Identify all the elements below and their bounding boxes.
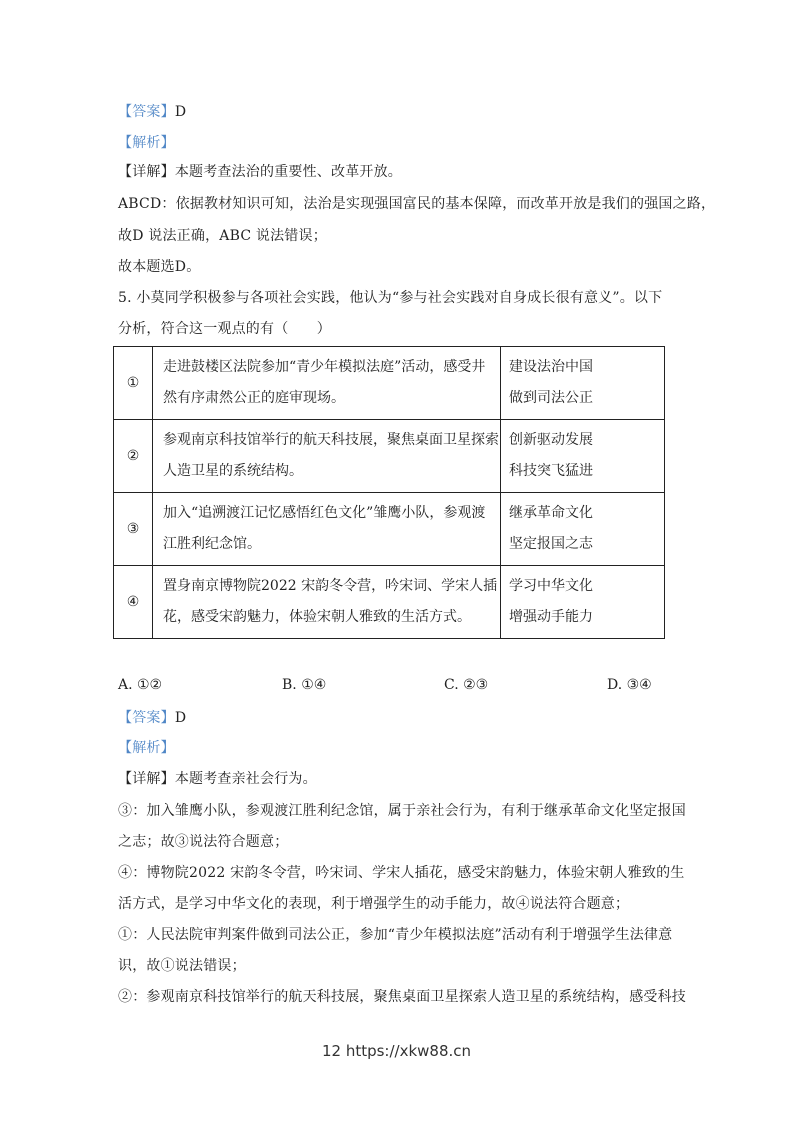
detail-label: 【详解】 bbox=[118, 164, 175, 180]
q5-line: ③：加入雏鹰小队，参观渡江胜利纪念馆，属于亲社会行为，有利于继承革命文化坚定报国 bbox=[118, 803, 686, 819]
q5-answer bbox=[118, 708, 186, 728]
tag-line: 继承革命文化 bbox=[509, 505, 593, 521]
q5-stem: 分析，符合这一观点的有（ ） bbox=[118, 321, 331, 337]
row-number: ③ bbox=[114, 493, 153, 566]
table-row bbox=[114, 347, 665, 420]
table-row bbox=[114, 493, 665, 566]
row-tag bbox=[501, 420, 665, 493]
row-number: ② bbox=[114, 420, 153, 493]
option-b: B. ①④ bbox=[282, 677, 327, 693]
q4-line: ABCD：依据教材知识可知，法治是实现强国富民的基本保障，而改革开放是我们的强国之路， bbox=[118, 196, 716, 212]
row-number: ④ bbox=[114, 566, 153, 639]
desc-line: 然有序肃然公正的庭审现场。 bbox=[163, 390, 345, 406]
answer-value: D bbox=[174, 104, 187, 120]
row-description bbox=[153, 566, 501, 639]
q4-line: 故D 说法正确，ABC 说法错误； bbox=[118, 228, 327, 244]
q4-analysis-label: 【解析】 bbox=[118, 135, 175, 151]
option-c: C. ②③ bbox=[444, 677, 489, 693]
q4-line: 故本题选D。 bbox=[118, 259, 201, 275]
answer-label: 【答案】 bbox=[118, 104, 175, 120]
tag-line: 做到司法公正 bbox=[509, 390, 593, 406]
answer-value: D bbox=[174, 710, 187, 726]
q4-answer bbox=[118, 102, 186, 122]
q5-line: 识，故①说法错误； bbox=[118, 958, 246, 974]
table-row bbox=[114, 420, 665, 493]
tag-line: 科技突飞猛进 bbox=[509, 463, 593, 479]
q5-line: 之志；故③说法符合题意； bbox=[118, 834, 289, 850]
desc-line: 人造卫星的系统结构。 bbox=[163, 463, 303, 479]
page-footer: 12 https://xkw88.cn bbox=[321, 1042, 472, 1060]
desc-line: 参观南京科技馆举行的航天科技展，聚焦桌面卫星探索 bbox=[163, 432, 499, 448]
row-description bbox=[153, 420, 501, 493]
tag-line: 学习中华文化 bbox=[509, 578, 593, 594]
detail-label: 【详解】 bbox=[118, 771, 175, 787]
q5-table bbox=[113, 346, 665, 639]
desc-line: 江胜利纪念馆。 bbox=[163, 536, 261, 552]
q5-line: ④：博物院2022 宋韵冬令营，吟宋词、学宋人插花，感受宋韵魅力，体验宋朝人雅致的生 bbox=[118, 865, 685, 881]
option-a: A. ①② bbox=[118, 677, 163, 693]
tag-line: 建设法治中国 bbox=[509, 359, 593, 375]
row-tag bbox=[501, 566, 665, 639]
desc-line: 走进鼓楼区法院参加“青少年模拟法庭”活动，感受井 bbox=[163, 359, 486, 375]
q5-line: 活方式，是学习中华文化的表现，利于增强学生的动手能力，故④说法符合题意； bbox=[118, 896, 630, 912]
q5-line: ②：参观南京科技馆举行的航天科技展，聚焦桌面卫星探索人造卫星的系统结构，感受科技 bbox=[118, 989, 686, 1005]
row-number: ① bbox=[114, 347, 153, 420]
tag-line: 增强动手能力 bbox=[509, 609, 593, 625]
desc-line: 置身南京博物院2022 宋韵冬令营，吟宋词、学宋人插 bbox=[163, 578, 498, 594]
desc-line: 花，感受宋韵魅力，体验宋朝人雅致的生活方式。 bbox=[163, 609, 471, 625]
q5-detail bbox=[118, 769, 317, 789]
q5-stem: 5. 小莫同学积极参与各项社会实践，他认为“参与社会实践对自身成长很有意义”。以下 bbox=[118, 290, 663, 306]
q5-analysis-label: 【解析】 bbox=[118, 740, 175, 756]
table-row bbox=[114, 566, 665, 639]
q5-line: ①：人民法院审判案件做到司法公正，参加“青少年模拟法庭”活动有利于增强学生法律意 bbox=[118, 927, 673, 943]
tag-line: 坚定报国之志 bbox=[509, 536, 593, 552]
desc-line: 加入“追溯渡江记忆感悟红色文化”雏鹰小队，参观渡 bbox=[163, 505, 486, 521]
row-tag bbox=[501, 347, 665, 420]
row-tag bbox=[501, 493, 665, 566]
row-description bbox=[153, 493, 501, 566]
detail-text: 本题考查法治的重要性、改革开放。 bbox=[174, 164, 403, 180]
detail-text: 本题考查亲社会行为。 bbox=[174, 771, 317, 787]
tag-line: 创新驱动发展 bbox=[509, 432, 593, 448]
option-d: D. ③④ bbox=[607, 677, 652, 693]
answer-label: 【答案】 bbox=[118, 710, 175, 726]
row-description bbox=[153, 347, 501, 420]
q4-detail bbox=[118, 162, 402, 182]
